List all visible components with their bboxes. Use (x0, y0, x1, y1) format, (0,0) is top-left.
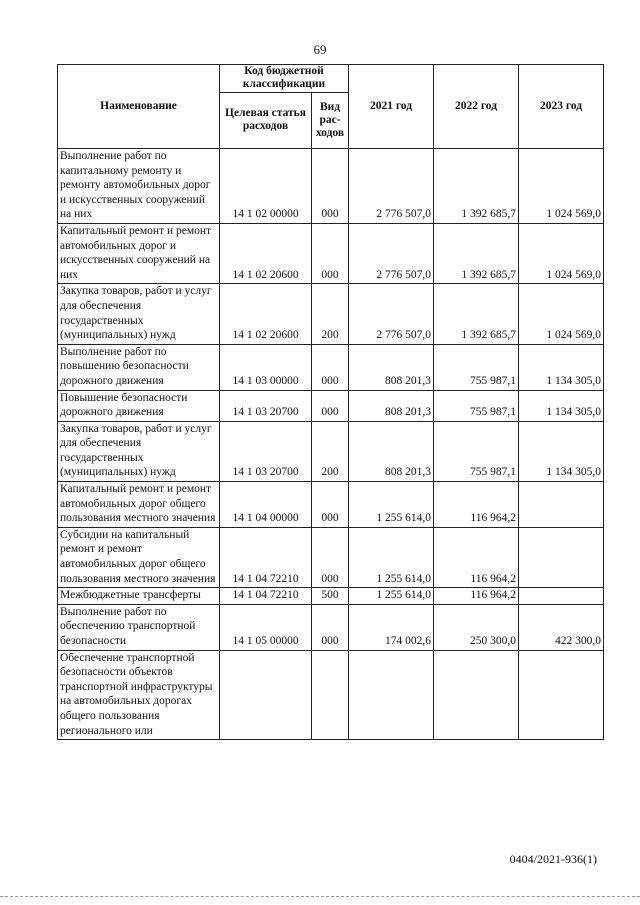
table-row (58, 421, 604, 481)
row-name-cell: Выполнение работ по капитальному ремонту и ремонту автомобильных дорог и искусственных сооружений на них (58, 149, 220, 224)
row-expense-kind-cell: 500 (312, 588, 349, 605)
row-target-article-cell: 14 1 04 72210 (220, 588, 312, 605)
row-2021-cell: 808 201,3 (349, 390, 434, 421)
table-row (58, 223, 604, 283)
row-2022-cell: 755 987,1 (434, 344, 519, 390)
row-expense-kind-cell: 200 (312, 284, 349, 344)
table-row (58, 588, 604, 605)
row-2022-cell: 755 987,1 (434, 421, 519, 481)
row-name-cell: Повышение безопасности дорожного движения (58, 390, 220, 421)
row-name-cell: Капитальный ремонт и ремонт автомобильных дорог и искусственных сооружений на них (58, 223, 220, 283)
header-kbk: Код бюджетной классификации (220, 65, 349, 93)
table-row (58, 482, 604, 528)
row-expense-kind-cell: 000 (312, 604, 349, 650)
row-target-article-cell: 14 1 02 00000 (220, 149, 312, 224)
row-name-cell: Выполнение работ по повышению безопасности дорожного движения (58, 344, 220, 390)
header-2023: 2023 год (519, 65, 604, 149)
row-2022-cell: 1 392 685,7 (434, 284, 519, 344)
row-expense-kind-cell (312, 650, 349, 740)
row-target-article-cell: 14 1 03 00000 (220, 344, 312, 390)
budget-table (57, 64, 604, 740)
row-2022-cell: 116 964,2 (434, 588, 519, 605)
row-2023-cell: 422 300,0 (519, 604, 604, 650)
row-2021-cell: 2 776 507,0 (349, 149, 434, 224)
row-name-cell: Обеспечение транспортной безопасности объектов транспортной инфраструктуры на автомобильных дорогах общего пользования регионального или (58, 650, 220, 740)
header-expense-kind (312, 93, 349, 149)
row-target-article-cell: 14 1 03 20700 (220, 421, 312, 481)
row-expense-kind-cell: 000 (312, 482, 349, 528)
table-header (58, 65, 604, 149)
row-target-article-cell: 14 1 02 20600 (220, 284, 312, 344)
row-2023-cell: 1 134 305,0 (519, 390, 604, 421)
row-2022-cell: 1 392 685,7 (434, 223, 519, 283)
row-expense-kind-cell: 000 (312, 390, 349, 421)
row-2023-cell (519, 588, 604, 605)
row-expense-kind-cell: 200 (312, 421, 349, 481)
row-2022-cell: 116 964,2 (434, 527, 519, 587)
row-target-article-cell: 14 1 05 00000 (220, 604, 312, 650)
table-row (58, 650, 604, 740)
table-row (58, 527, 604, 587)
row-2023-cell: 1 024 569,0 (519, 149, 604, 224)
row-expense-kind-cell: 000 (312, 223, 349, 283)
row-2021-cell (349, 650, 434, 740)
row-2022-cell: 250 300,0 (434, 604, 519, 650)
row-name-cell: Выполнение работ по обеспечению транспортной безопасности (58, 604, 220, 650)
row-expense-kind-cell: 000 (312, 527, 349, 587)
header-target-article: Целевая статья расходов (220, 93, 312, 149)
row-2021-cell: 808 201,3 (349, 344, 434, 390)
table-row (58, 344, 604, 390)
row-target-article-cell: 14 1 03 20700 (220, 390, 312, 421)
header-expense-kind-line: Вид (319, 100, 341, 113)
page-number: 69 (313, 42, 327, 57)
row-name-cell: Межбюджетные трансферты (58, 588, 220, 605)
table-row (58, 149, 604, 224)
row-2021-cell: 2 776 507,0 (349, 284, 434, 344)
header-name: Наименование (58, 65, 220, 149)
row-2023-cell: 1 134 305,0 (519, 344, 604, 390)
row-2021-cell: 1 255 614,0 (349, 527, 434, 587)
table-row (58, 604, 604, 650)
row-name-cell: Закупка товаров, работ и услуг для обеспечения государственных (муниципальных) нужд (58, 284, 220, 344)
row-2021-cell: 808 201,3 (349, 421, 434, 481)
row-2021-cell: 1 255 614,0 (349, 588, 434, 605)
row-2023-cell (519, 527, 604, 587)
row-2022-cell: 755 987,1 (434, 390, 519, 421)
table-row (58, 284, 604, 344)
table-body (58, 149, 604, 740)
row-target-article-cell: 14 1 04 00000 (220, 482, 312, 528)
row-target-article-cell: 14 1 04 72210 (220, 527, 312, 587)
row-target-article-cell: 14 1 02 20600 (220, 223, 312, 283)
scan-edge-line (0, 896, 640, 898)
row-2022-cell: 116 964,2 (434, 482, 519, 528)
row-2021-cell: 174 002,6 (349, 604, 434, 650)
document-code: 0404/2021-936(1) (509, 852, 597, 866)
row-name-cell: Закупка товаров, работ и услуг для обеспечения государственных (муниципальных) нужд (58, 421, 220, 481)
table-row (58, 390, 604, 421)
row-2021-cell: 2 776 507,0 (349, 223, 434, 283)
row-name-cell: Капитальный ремонт и ремонт автомобильных дорог общего пользования местного значения (58, 482, 220, 528)
row-2023-cell: 1 024 569,0 (519, 284, 604, 344)
row-2021-cell: 1 255 614,0 (349, 482, 434, 528)
row-2022-cell: 1 392 685,7 (434, 149, 519, 224)
header-2022: 2022 год (434, 65, 519, 149)
header-2021: 2021 год (349, 65, 434, 149)
row-2023-cell: 1 024 569,0 (519, 223, 604, 283)
row-2023-cell (519, 482, 604, 528)
row-target-article-cell (220, 650, 312, 740)
row-name-cell: Субсидии на капитальный ремонт и ремонт автомобильных дорог общего пользования местного значения (58, 527, 220, 587)
row-2022-cell (434, 650, 519, 740)
header-expense-kind-line: ходов (315, 126, 345, 139)
row-2023-cell (519, 650, 604, 740)
row-2023-cell: 1 134 305,0 (519, 421, 604, 481)
row-expense-kind-cell: 000 (312, 344, 349, 390)
row-expense-kind-cell: 000 (312, 149, 349, 224)
header-expense-kind-line: рас- (319, 113, 341, 126)
